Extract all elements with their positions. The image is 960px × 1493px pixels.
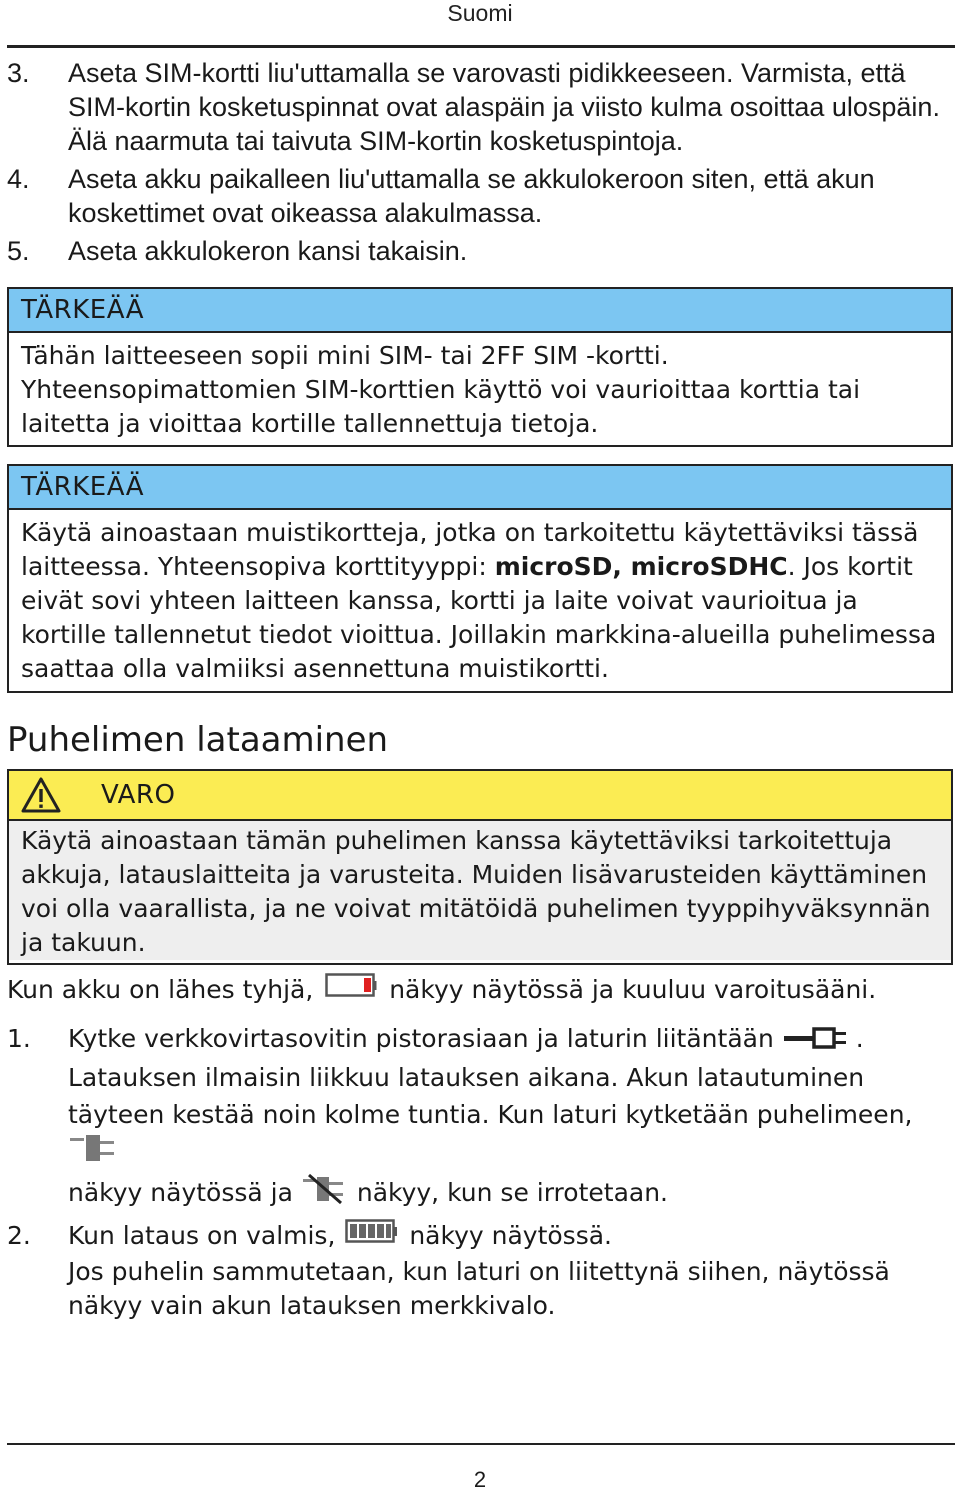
- warning-text: Käytä ainoastaan tämän puhelimen kanssa käytettäviksi tarkoitettuja akkuja, latauslaitteita ja varusteita. Muiden lisävarusteiden käyttäminen voi olla vaarallista, ja ne voivat mitätöidä puhelimen tyyppihyväksynnän ja takuun.: [9, 821, 951, 960]
- notice-text: Käytä ainoastaan muistikortteja, jotka on tarkoitettu käytettäviksi tässä laitteessa. Yhteensopiva korttityyppi:: [21, 518, 919, 581]
- footer-divider: [7, 1443, 955, 1445]
- step-text: [68, 1020, 953, 1215]
- important-notice-memory-card: [7, 464, 953, 693]
- step-text-part: näkyy näytössä.: [409, 1220, 612, 1250]
- important-notice-sim: [7, 287, 953, 447]
- step-number: 1.: [7, 1024, 31, 1053]
- list-item: [7, 1020, 953, 1215]
- step-text-part: Kun lataus on valmis,: [68, 1220, 336, 1250]
- step-number: 5.: [7, 236, 30, 266]
- step-number: 3.: [7, 58, 30, 88]
- list-item: [7, 1217, 953, 1324]
- low-battery-text: Kun akku on lähes tyhjä,: [7, 975, 314, 1004]
- section-heading: Puhelimen lataaminen: [7, 720, 389, 760]
- step-text: Aseta akkulokeron kansi takaisin.: [68, 236, 468, 266]
- notice-title: TÄRKEÄÄ: [9, 289, 951, 333]
- charging-steps-list: [7, 1020, 953, 1323]
- notice-text: . Jos kortit eivät sovi yhteen laitteen kanssa, kortti ja laite voivat vaurioitua ja kortille tallennetut tiedot vioittua. Joillakin markkina-alueilla puhelimessa saattaa olla valmiiksi asennettuna muistikortti.: [21, 552, 937, 683]
- step-text-part: Jos puhelin sammutetaan, kun laturi on liitettynä siihen, näytössä näkyy vain akun latauksen merkkivalo.: [68, 1257, 890, 1320]
- notice-title: TÄRKEÄÄ: [9, 466, 951, 510]
- charger-connected-icon: [70, 1133, 118, 1173]
- warning-title: VARO: [101, 780, 176, 810]
- notice-body: [9, 333, 951, 441]
- step-text-part: Kytke verkkovirtasovitin pistorasiaan ja laturin liitäntään: [68, 1024, 774, 1053]
- charger-plug-icon: [784, 1022, 854, 1059]
- battery-full-icon: [345, 1218, 399, 1255]
- step-text: Aseta akku paikalleen liu'uttamalla se akkulokeroon siten, että akun koskettimet ovat oikeassa alakulmassa.: [68, 164, 875, 228]
- notice-line: Yhteensopimattomien SIM-korttien käyttö voi vaurioittaa korttia tai laitetta ja vioittaa kortille tallennettuja tietoja.: [21, 375, 861, 438]
- page-language-header: Suomi: [447, 0, 513, 26]
- warning-box: [7, 769, 953, 965]
- step-text-part: . Latauksen ilmaisin liikkuu latauksen aikana. Akun latautuminen täyteen kestää noin kolme tuntia. Kun laturi kytketään puhelimeen,: [68, 1024, 913, 1129]
- card-types: microSD, microSDHC: [494, 552, 788, 581]
- step-text: [68, 1217, 953, 1324]
- step-number: 4.: [7, 164, 30, 194]
- low-battery-text: näkyy näytössä ja kuuluu varoitusääni.: [389, 975, 877, 1004]
- warning-triangle-icon: [21, 777, 61, 813]
- charger-disconnected-icon: [303, 1173, 347, 1215]
- step-text-part: näkyy, kun se irrotetaan.: [356, 1177, 669, 1207]
- step-number: 2.: [7, 1220, 31, 1250]
- list-item: [7, 234, 953, 268]
- step-text-part: näkyy näytössä ja: [68, 1177, 293, 1207]
- list-item: [7, 162, 953, 230]
- notice-body: [9, 510, 951, 686]
- page-number: 2: [473, 1467, 487, 1492]
- list-item: [7, 56, 953, 158]
- battery-low-icon: [325, 973, 377, 1009]
- install-steps-list: [7, 56, 953, 268]
- step-text: Aseta SIM-kortti liu'uttamalla se varovasti pidikkeeseen. Varmista, että SIM-kortin kosketuspinnat ovat alaspäin ja viisto kulma osoittaa ulospäin. Älä naarmuta tai taivuta SIM-kortin kosketuspintoja.: [68, 58, 940, 156]
- low-battery-line: [7, 972, 876, 1009]
- warning-header: [9, 771, 951, 821]
- header-divider: [7, 45, 955, 48]
- notice-line: Tähän laitteeseen sopii mini SIM- tai 2FF SIM -kortti.: [21, 341, 669, 370]
